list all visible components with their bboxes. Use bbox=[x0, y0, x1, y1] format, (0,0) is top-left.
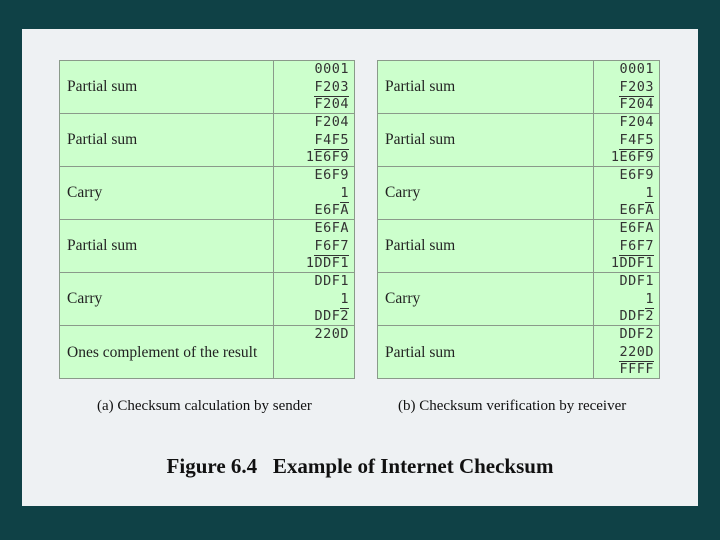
row-value: DDF1 bbox=[314, 273, 349, 289]
row-result: 220D bbox=[314, 326, 349, 342]
row-result: 1DDF1 bbox=[610, 255, 654, 272]
row-label: Ones complement of the result bbox=[67, 343, 258, 361]
sender-checksum-table bbox=[59, 60, 355, 379]
row-label: Partial sum bbox=[67, 131, 138, 148]
row-value: 220D bbox=[619, 344, 654, 363]
row-result: FFFF bbox=[619, 361, 654, 378]
table-row bbox=[378, 61, 659, 114]
row-value: E6F9 bbox=[314, 167, 349, 183]
row-value: F4F5 bbox=[619, 132, 654, 151]
table-row bbox=[60, 167, 354, 220]
row-label: Partial sum bbox=[385, 131, 456, 148]
row-value: E6F9 bbox=[619, 167, 654, 183]
row-label: Partial sum bbox=[67, 237, 138, 254]
table-row bbox=[60, 326, 354, 379]
row-value: F4F5 bbox=[314, 132, 349, 151]
row-result: E6FA bbox=[314, 202, 349, 219]
row-value: 1 bbox=[645, 291, 654, 310]
row-label: Carry bbox=[385, 290, 421, 307]
row-value: F204 bbox=[314, 114, 349, 130]
table-row bbox=[60, 114, 354, 167]
row-result: E6FA bbox=[619, 202, 654, 219]
receiver-caption: (b) Checksum verification by receiver bbox=[398, 398, 627, 414]
row-value: 0001 bbox=[314, 61, 349, 77]
row-label: Carry bbox=[385, 184, 421, 201]
row-result: F204 bbox=[314, 96, 349, 113]
row-label: Partial sum bbox=[67, 78, 138, 95]
row-value: F6F7 bbox=[619, 238, 654, 257]
table-row bbox=[60, 273, 354, 326]
table-row bbox=[378, 220, 659, 273]
row-value: 1 bbox=[340, 291, 349, 310]
row-value: F203 bbox=[619, 79, 654, 98]
row-value: DDF2 bbox=[619, 326, 654, 342]
row-label: Partial sum bbox=[385, 343, 456, 361]
row-value: F6F7 bbox=[314, 238, 349, 257]
row-result: 1DDF1 bbox=[305, 255, 349, 272]
row-result: DDF2 bbox=[314, 308, 349, 325]
row-value: 1 bbox=[340, 185, 349, 204]
row-label: Partial sum bbox=[385, 78, 456, 95]
row-label: Partial sum bbox=[385, 237, 456, 254]
row-result: 1E6F9 bbox=[305, 149, 349, 166]
row-label: Carry bbox=[67, 184, 103, 201]
table-row bbox=[60, 220, 354, 273]
slide bbox=[22, 29, 698, 506]
figure-title: Figure 6.4 Example of Internet Checksum bbox=[166, 454, 554, 478]
row-label: Carry bbox=[67, 290, 103, 307]
row-result: F204 bbox=[619, 96, 654, 113]
table-row bbox=[378, 167, 659, 220]
row-value: 1 bbox=[645, 185, 654, 204]
receiver-checksum-table bbox=[377, 60, 660, 379]
sender-caption: (a) Checksum calculation by sender bbox=[97, 398, 312, 414]
table-row bbox=[378, 326, 659, 379]
row-value: F204 bbox=[619, 114, 654, 130]
row-value: E6FA bbox=[314, 220, 349, 236]
row-value: 0001 bbox=[619, 61, 654, 77]
row-value: E6FA bbox=[619, 220, 654, 236]
row-result: 1E6F9 bbox=[610, 149, 654, 166]
row-value: DDF1 bbox=[619, 273, 654, 289]
row-value: F203 bbox=[314, 79, 349, 98]
table-row bbox=[60, 61, 354, 114]
row-result: DDF2 bbox=[619, 308, 654, 325]
table-row bbox=[378, 114, 659, 167]
table-row bbox=[378, 273, 659, 326]
